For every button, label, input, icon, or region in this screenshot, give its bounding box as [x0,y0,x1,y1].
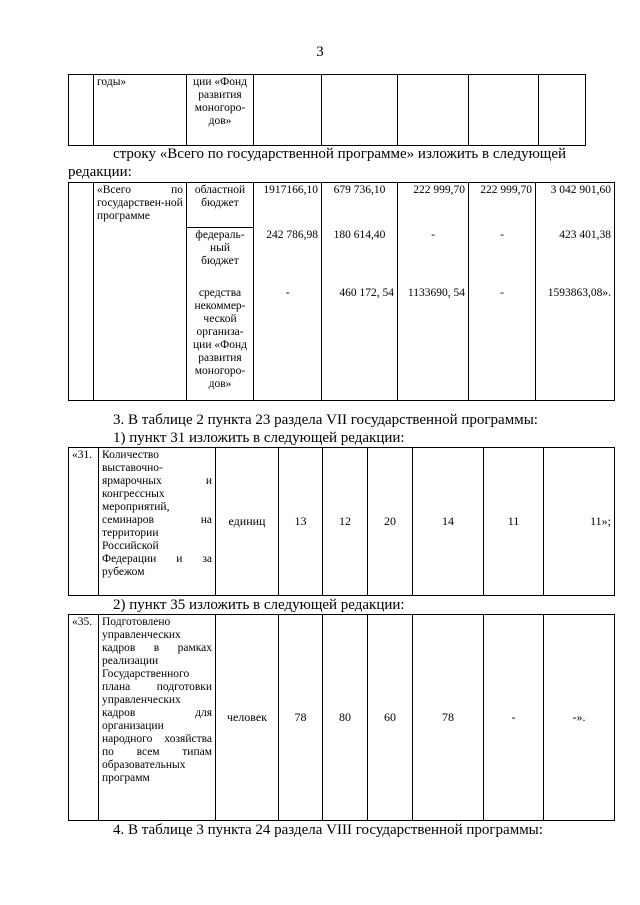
top-table-cell: ции «Фонд развития моногоро- дов» [187,75,254,146]
row-unit: человек [216,615,279,821]
row-number: «35. [69,615,99,821]
total-value: 3 042 901,60 [536,183,615,228]
total-source: федераль- ный бюджет [187,228,254,287]
row-value: 78 [279,615,323,821]
top-table [68,74,586,146]
paragraph-line: 3. В таблице 2 пункта 23 раздела VII государственной программы: [113,412,538,428]
total-value: - [398,228,469,287]
total-value: 679 736,10 [322,183,398,228]
row-value: 78 [413,615,484,821]
row-35-table [68,614,615,821]
total-value: 242 786,98 [254,228,322,287]
total-source: областной бюджет [187,183,254,228]
paragraph-line: строку «Всего по государственной программе» изложить в следующей [113,146,567,162]
paragraph-line: 1) пункт 31 изложить в следующей редакции: [113,430,405,446]
top-table-cell: годы» [94,75,187,146]
total-value: 460 172, 54 [322,286,398,401]
row-value: - [484,615,544,821]
total-value: 1133690, 54 [398,286,469,401]
total-value: 1917166,10 [254,183,322,228]
row-unit: единиц [216,448,279,596]
total-value: 423 401,38 [536,228,615,287]
row-name: Количество выставочно-ярмарочных и конгрессных мероприятий, семинаров на территории Российской Федерации и за рубежом [99,448,216,596]
page-number: 3 [316,44,324,60]
row-value: 80 [323,615,368,821]
total-value: - [254,286,322,401]
row-value: 60 [368,615,413,821]
total-value: - [469,228,536,287]
row-number: «31. [69,448,99,596]
total-table [68,182,615,401]
total-name: «Всего по государствен-ной программе [94,183,187,401]
row-value: 13 [279,448,323,596]
row-value: -». [544,615,615,821]
row-value: 11»; [544,448,615,596]
row-value: 14 [413,448,484,596]
total-value: - [469,286,536,401]
total-value: 222 999,70 [398,183,469,228]
row-value: 12 [323,448,368,596]
row-name: Подготовлено управленческих кадров в рамках реализации Государственного плана подготовки управленческих кадров для организации народного хозяйства по всем типам образовательных программ [99,615,216,821]
row-value: 20 [368,448,413,596]
paragraph-line: 2) пункт 35 изложить в следующей редакции: [113,597,405,613]
row-value: 11 [484,448,544,596]
total-value: 222 999,70 [469,183,536,228]
total-value: 1593863,08». [536,286,615,401]
paragraph-line: редакции: [68,164,132,180]
row-31-table [68,447,615,596]
total-value: 180 614,40 [322,228,398,287]
paragraph-line: 4. В таблице 3 пункта 24 раздела VIII государственной программы: [113,822,543,838]
total-source: средства некоммер- ческой организа- ции «Фонд развития моногоро- дов» [187,286,254,401]
